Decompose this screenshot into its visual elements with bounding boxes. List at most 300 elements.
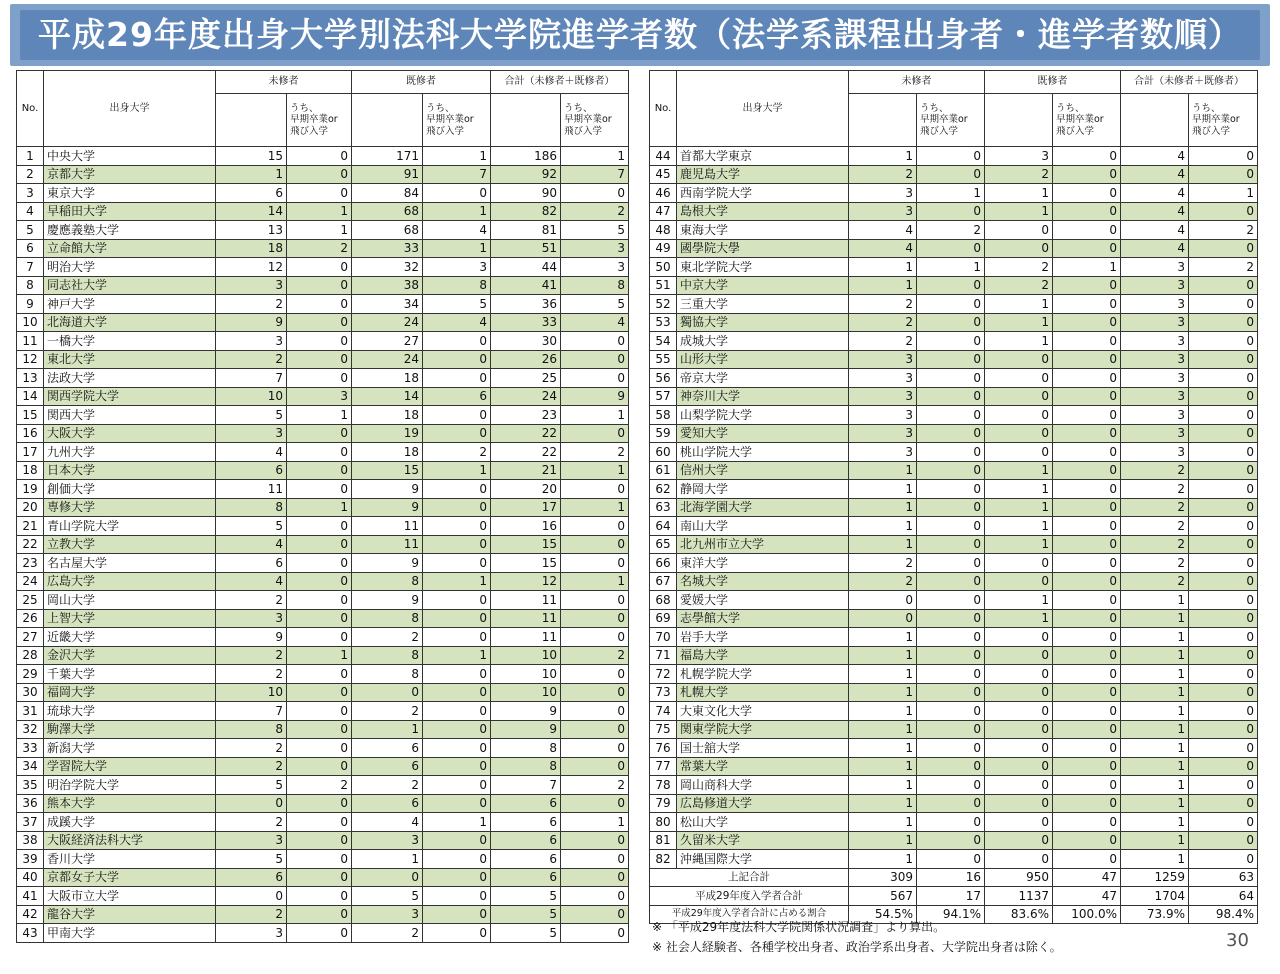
- count-cell: 1: [561, 461, 629, 480]
- row-number: 38: [17, 831, 44, 850]
- count-cell: 0: [1189, 628, 1258, 647]
- count-cell: 0: [423, 609, 491, 628]
- table-row: [17, 461, 629, 480]
- table-row: [650, 720, 1258, 739]
- count-cell: 21: [491, 461, 561, 480]
- row-number: 32: [17, 720, 44, 739]
- count-cell: 12: [491, 572, 561, 591]
- count-cell: 0: [917, 313, 985, 332]
- university-name: 千葉大学: [44, 665, 216, 684]
- count-cell: 1: [561, 147, 629, 166]
- count-cell: 0: [1053, 572, 1121, 591]
- university-name: 東洋大学: [677, 554, 849, 573]
- row-number: 28: [17, 646, 44, 665]
- count-cell: 0: [1189, 387, 1258, 406]
- count-cell: 3: [352, 831, 423, 850]
- row-number: 58: [650, 406, 677, 425]
- count-cell: 1: [849, 498, 917, 517]
- count-cell: 2: [985, 258, 1053, 277]
- row-number: 34: [17, 757, 44, 776]
- university-name: 帝京大学: [677, 369, 849, 388]
- count-cell: 6: [216, 184, 287, 203]
- count-cell: 0: [849, 591, 917, 610]
- count-cell: 0: [1053, 517, 1121, 536]
- count-cell: 3: [849, 202, 917, 221]
- table-row: [17, 387, 629, 406]
- table-row: [17, 184, 629, 203]
- table-row: [17, 535, 629, 554]
- count-cell: 3: [216, 609, 287, 628]
- count-cell: 4: [561, 313, 629, 332]
- subheader-line: うち、: [1056, 102, 1085, 114]
- count-cell: 1: [287, 498, 352, 517]
- count-cell: 0: [1053, 498, 1121, 517]
- count-cell: 1: [1121, 646, 1189, 665]
- count-cell: 25: [491, 369, 561, 388]
- table-row: [650, 276, 1258, 295]
- count-cell: 4: [1121, 165, 1189, 184]
- count-cell: 0: [985, 350, 1053, 369]
- count-cell: 51: [491, 239, 561, 258]
- count-cell: 0: [917, 202, 985, 221]
- count-cell: 1: [849, 831, 917, 850]
- table-row: [17, 628, 629, 647]
- row-number: 23: [17, 554, 44, 573]
- count-cell: 10: [491, 665, 561, 684]
- university-name: 金沢大学: [44, 646, 216, 665]
- count-cell: 32: [352, 258, 423, 277]
- count-cell: 4: [216, 572, 287, 591]
- university-name: 福島大学: [677, 646, 849, 665]
- count-cell: 2: [216, 813, 287, 832]
- count-cell: 4: [1121, 202, 1189, 221]
- count-cell: 2: [849, 332, 917, 351]
- count-cell: 0: [1053, 424, 1121, 443]
- count-cell: 0: [561, 720, 629, 739]
- count-cell: 1: [985, 535, 1053, 554]
- page-number: 30: [1226, 930, 1249, 951]
- subheader-line: 早期卒業or: [426, 114, 474, 126]
- row-number: 76: [650, 739, 677, 758]
- count-cell: 0: [1053, 739, 1121, 758]
- count-cell: 2: [849, 572, 917, 591]
- university-name: 東海大学: [677, 221, 849, 240]
- table-row: [650, 628, 1258, 647]
- count-cell: 2: [216, 665, 287, 684]
- count-cell: 1: [849, 683, 917, 702]
- count-cell: 0: [423, 480, 491, 499]
- row-number: 24: [17, 572, 44, 591]
- row-number: 36: [17, 794, 44, 813]
- table-row: [650, 184, 1258, 203]
- count-cell: 0: [1053, 276, 1121, 295]
- count-cell: 0: [1053, 628, 1121, 647]
- subheader-line: うち、: [426, 102, 455, 114]
- count-cell: 0: [985, 665, 1053, 684]
- table-row: [650, 406, 1258, 425]
- count-cell: 0: [287, 591, 352, 610]
- count-cell: 1: [561, 498, 629, 517]
- count-cell: 2: [849, 313, 917, 332]
- count-cell: 0: [985, 813, 1053, 832]
- row-number: 66: [650, 554, 677, 573]
- count-cell: 0: [423, 794, 491, 813]
- count-cell: 1: [352, 850, 423, 869]
- count-cell: 2: [1189, 221, 1258, 240]
- count-cell: 5: [352, 887, 423, 906]
- count-cell: 17: [491, 498, 561, 517]
- count-cell: 0: [561, 887, 629, 906]
- row-number: 42: [17, 905, 44, 924]
- count-cell: 0: [1189, 572, 1258, 591]
- university-name: 岩手大学: [677, 628, 849, 647]
- university-name: 南山大学: [677, 517, 849, 536]
- count-cell: 5: [216, 850, 287, 869]
- count-cell: 0: [917, 276, 985, 295]
- count-cell: 5: [216, 517, 287, 536]
- university-name: 神戸大学: [44, 295, 216, 314]
- count-cell: 0: [985, 572, 1053, 591]
- count-cell: 0: [985, 646, 1053, 665]
- count-cell: 0: [1189, 813, 1258, 832]
- count-cell: 0: [985, 424, 1053, 443]
- university-name: 北海学園大学: [677, 498, 849, 517]
- count-cell: 1: [985, 184, 1053, 203]
- count-cell: 0: [287, 739, 352, 758]
- university-name: 山梨学院大学: [677, 406, 849, 425]
- subheader-line: うち、: [1192, 102, 1221, 114]
- count-cell: 3: [1121, 258, 1189, 277]
- table-row: [17, 646, 629, 665]
- university-name: 岡山大学: [44, 591, 216, 610]
- count-cell: 1: [985, 313, 1053, 332]
- count-cell: 1: [985, 498, 1053, 517]
- count-cell: 14: [216, 202, 287, 221]
- count-cell: 9: [352, 591, 423, 610]
- count-cell: 0: [287, 350, 352, 369]
- count-cell: 1: [1121, 591, 1189, 610]
- count-cell: 0: [917, 461, 985, 480]
- count-cell: 20: [491, 480, 561, 499]
- count-cell: 1: [561, 572, 629, 591]
- row-number: 51: [650, 276, 677, 295]
- count-cell: 2: [1121, 572, 1189, 591]
- summary-value: 73.9%: [1121, 905, 1189, 924]
- count-cell: 26: [491, 350, 561, 369]
- count-cell: 0: [287, 535, 352, 554]
- count-cell: 3: [1121, 443, 1189, 462]
- university-name: 岡山商科大学: [677, 776, 849, 795]
- table-row: [650, 609, 1258, 628]
- row-number: 47: [650, 202, 677, 221]
- count-cell: 41: [491, 276, 561, 295]
- count-cell: 0: [287, 887, 352, 906]
- table-row: [17, 165, 629, 184]
- count-cell: 0: [287, 868, 352, 887]
- summary-value: 950: [985, 868, 1053, 887]
- university-name: 専修大学: [44, 498, 216, 517]
- row-number: 17: [17, 443, 44, 462]
- count-cell: 3: [849, 184, 917, 203]
- university-name: 京都大学: [44, 165, 216, 184]
- count-cell: 0: [1053, 202, 1121, 221]
- row-number: 73: [650, 683, 677, 702]
- count-cell: 9: [491, 720, 561, 739]
- university-name: 法政大学: [44, 369, 216, 388]
- count-cell: 0: [561, 924, 629, 943]
- table-row: [17, 702, 629, 721]
- count-cell: 11: [491, 609, 561, 628]
- table-row: [650, 295, 1258, 314]
- count-cell: 0: [423, 757, 491, 776]
- summary-value: 309: [849, 868, 917, 887]
- count-cell: 1: [985, 480, 1053, 499]
- count-cell: 0: [1189, 461, 1258, 480]
- row-number: 53: [650, 313, 677, 332]
- row-number: 26: [17, 609, 44, 628]
- row-number: 46: [650, 184, 677, 203]
- count-cell: 1: [423, 202, 491, 221]
- col-header-total: 合計（未修者＋既修者）: [1121, 71, 1258, 94]
- university-name: 沖縄国際大学: [677, 850, 849, 869]
- count-cell: 1: [849, 813, 917, 832]
- count-cell: 1: [423, 646, 491, 665]
- count-cell: 2: [561, 646, 629, 665]
- count-cell: 2: [561, 443, 629, 462]
- university-name: 熊本大学: [44, 794, 216, 813]
- count-cell: 0: [287, 258, 352, 277]
- university-name: 一橋大学: [44, 332, 216, 351]
- university-name: 北九州市立大学: [677, 535, 849, 554]
- count-cell: 0: [1053, 850, 1121, 869]
- count-cell: 0: [917, 572, 985, 591]
- table-row: [650, 350, 1258, 369]
- university-name: 常葉大学: [677, 757, 849, 776]
- col-header-university: 出身大学: [677, 71, 849, 147]
- count-cell: 3: [561, 258, 629, 277]
- count-cell: 0: [1189, 424, 1258, 443]
- university-name: 桃山学院大学: [677, 443, 849, 462]
- count-cell: 0: [561, 628, 629, 647]
- count-cell: 2: [561, 202, 629, 221]
- count-cell: 2: [561, 776, 629, 795]
- col-header-mishu: 未修者: [849, 71, 985, 94]
- count-cell: 0: [423, 739, 491, 758]
- table-row: [650, 683, 1258, 702]
- count-cell: 1: [561, 813, 629, 832]
- count-cell: 0: [917, 332, 985, 351]
- count-cell: 0: [287, 147, 352, 166]
- count-cell: 0: [423, 776, 491, 795]
- count-cell: 0: [561, 369, 629, 388]
- count-cell: 11: [352, 517, 423, 536]
- count-cell: 0: [849, 609, 917, 628]
- count-cell: 19: [352, 424, 423, 443]
- subheader-early-graduation: [917, 94, 985, 147]
- count-cell: 0: [287, 831, 352, 850]
- row-number: 40: [17, 868, 44, 887]
- count-cell: 2: [216, 905, 287, 924]
- count-cell: 0: [1189, 202, 1258, 221]
- count-cell: 1: [1121, 813, 1189, 832]
- count-cell: 0: [1053, 350, 1121, 369]
- col-header-kishu: 既修者: [352, 71, 491, 94]
- row-number: 62: [650, 480, 677, 499]
- table-row: [17, 868, 629, 887]
- count-cell: 33: [352, 239, 423, 258]
- university-name: 静岡大学: [677, 480, 849, 499]
- university-name: 獨協大学: [677, 313, 849, 332]
- count-cell: 2: [423, 443, 491, 462]
- university-name: 北海道大学: [44, 313, 216, 332]
- table-row: [17, 850, 629, 869]
- row-number: 45: [650, 165, 677, 184]
- table-row: [17, 258, 629, 277]
- table-row: [17, 720, 629, 739]
- count-cell: 0: [352, 868, 423, 887]
- university-name: 東北学院大学: [677, 258, 849, 277]
- count-cell: 0: [287, 295, 352, 314]
- row-number: 39: [17, 850, 44, 869]
- row-number: 68: [650, 591, 677, 610]
- subheader-line: 飛び入学: [426, 125, 465, 137]
- count-cell: 0: [985, 683, 1053, 702]
- university-name: 創価大学: [44, 480, 216, 499]
- count-cell: 0: [917, 554, 985, 573]
- row-number: 81: [650, 831, 677, 850]
- count-cell: 0: [287, 924, 352, 943]
- count-cell: 0: [423, 332, 491, 351]
- row-number: 79: [650, 794, 677, 813]
- university-name: 成蹊大学: [44, 813, 216, 832]
- col-header-no: No.: [650, 71, 677, 147]
- row-number: 55: [650, 350, 677, 369]
- count-cell: 0: [1189, 757, 1258, 776]
- university-name: 九州大学: [44, 443, 216, 462]
- summary-label: 平成29年度入学者合計に占める割合: [650, 905, 849, 924]
- row-number: 21: [17, 517, 44, 536]
- university-name: 関西学院大学: [44, 387, 216, 406]
- count-cell: 1: [1121, 776, 1189, 795]
- row-number: 4: [17, 202, 44, 221]
- count-cell: 0: [985, 369, 1053, 388]
- row-number: 59: [650, 424, 677, 443]
- row-number: 67: [650, 572, 677, 591]
- count-cell: 0: [1189, 369, 1258, 388]
- count-cell: 0: [287, 794, 352, 813]
- university-name: 京都女子大学: [44, 868, 216, 887]
- table-row: [17, 147, 629, 166]
- row-number: 72: [650, 665, 677, 684]
- count-cell: 1: [1121, 757, 1189, 776]
- subheader-count: [352, 94, 423, 147]
- count-cell: 0: [561, 480, 629, 499]
- count-cell: 0: [917, 702, 985, 721]
- count-cell: 0: [1189, 665, 1258, 684]
- university-name: 松山大学: [677, 813, 849, 832]
- count-cell: 0: [917, 665, 985, 684]
- count-cell: 0: [287, 628, 352, 647]
- count-cell: 0: [1189, 295, 1258, 314]
- row-number: 35: [17, 776, 44, 795]
- table-row: [650, 850, 1258, 869]
- count-cell: 7: [423, 165, 491, 184]
- count-cell: 15: [491, 554, 561, 573]
- count-cell: 0: [1053, 720, 1121, 739]
- count-cell: 4: [216, 443, 287, 462]
- count-cell: 0: [917, 165, 985, 184]
- count-cell: 0: [985, 406, 1053, 425]
- count-cell: 0: [1189, 517, 1258, 536]
- count-cell: 0: [1189, 350, 1258, 369]
- count-cell: 0: [423, 406, 491, 425]
- university-name: 甲南大学: [44, 924, 216, 943]
- count-cell: 1: [985, 461, 1053, 480]
- count-cell: 1: [849, 258, 917, 277]
- count-cell: 0: [423, 665, 491, 684]
- count-cell: 13: [216, 221, 287, 240]
- count-cell: 0: [423, 702, 491, 721]
- count-cell: 0: [917, 794, 985, 813]
- count-cell: 0: [917, 350, 985, 369]
- row-number: 18: [17, 461, 44, 480]
- table-row: [17, 794, 629, 813]
- count-cell: 2: [917, 221, 985, 240]
- count-cell: 1: [216, 165, 287, 184]
- count-cell: 0: [1053, 831, 1121, 850]
- count-cell: 0: [985, 776, 1053, 795]
- university-name: 山形大学: [677, 350, 849, 369]
- count-cell: 1: [423, 147, 491, 166]
- row-number: 70: [650, 628, 677, 647]
- count-cell: 0: [287, 720, 352, 739]
- count-cell: 0: [423, 850, 491, 869]
- row-number: 12: [17, 350, 44, 369]
- col-header-total: 合計（未修者＋既修者）: [491, 71, 629, 94]
- count-cell: 8: [352, 609, 423, 628]
- count-cell: 0: [1189, 609, 1258, 628]
- count-cell: 0: [1053, 184, 1121, 203]
- count-cell: 1: [849, 646, 917, 665]
- count-cell: 6: [216, 554, 287, 573]
- university-name: 香川大学: [44, 850, 216, 869]
- university-name: 國學院大學: [677, 239, 849, 258]
- university-name: 立教大学: [44, 535, 216, 554]
- table-row: [650, 369, 1258, 388]
- count-cell: 1: [561, 406, 629, 425]
- count-cell: 8: [216, 720, 287, 739]
- count-cell: 8: [491, 757, 561, 776]
- count-cell: 1: [352, 720, 423, 739]
- university-name: 神奈川大学: [677, 387, 849, 406]
- row-number: 22: [17, 535, 44, 554]
- count-cell: 2: [1189, 258, 1258, 277]
- count-cell: 6: [491, 850, 561, 869]
- count-cell: 0: [287, 443, 352, 462]
- count-cell: 6: [216, 868, 287, 887]
- summary-label: 上記合計: [650, 868, 849, 887]
- count-cell: 0: [1189, 720, 1258, 739]
- count-cell: 3: [1121, 406, 1189, 425]
- count-cell: 10: [491, 646, 561, 665]
- summary-value: 16: [917, 868, 985, 887]
- count-cell: 0: [423, 517, 491, 536]
- table-row: [650, 591, 1258, 610]
- summary-value: 1259: [1121, 868, 1189, 887]
- count-cell: 34: [352, 295, 423, 314]
- university-name: 東京大学: [44, 184, 216, 203]
- university-name: 鹿児島大学: [677, 165, 849, 184]
